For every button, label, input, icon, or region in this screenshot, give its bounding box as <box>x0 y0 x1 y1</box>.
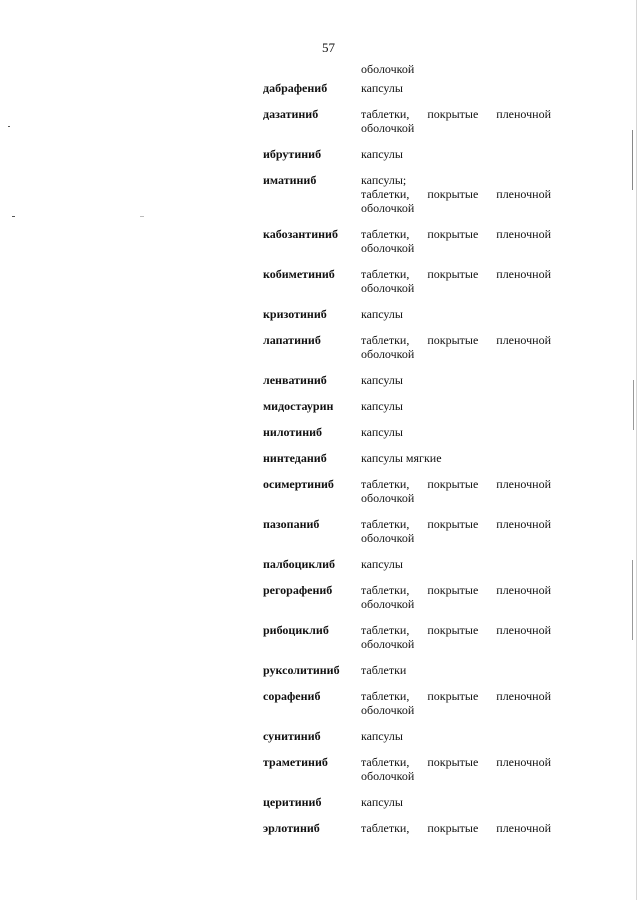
table-row <box>263 333 553 361</box>
dosage-form-line: оболочкой <box>361 637 415 651</box>
drug-name: траметиниб <box>263 755 328 769</box>
dosage-form-line: оболочкой <box>361 241 415 255</box>
dosage-form-line: оболочкой <box>361 491 415 505</box>
dosage-form <box>361 821 551 835</box>
drug-name: эрлотиниб <box>263 821 320 835</box>
drug-name: кобиметиниб <box>263 267 335 281</box>
table-row <box>263 821 553 835</box>
dosage-form <box>361 373 551 387</box>
table-row <box>263 173 553 215</box>
drug-table <box>263 81 553 835</box>
dosage-form-line: капсулы <box>361 147 403 161</box>
dosage-form <box>361 689 551 717</box>
drug-name: ленватиниб <box>263 373 327 387</box>
table-row <box>263 81 553 95</box>
table-row <box>263 227 553 255</box>
dosage-form-line: таблетки, покрытые пленочной <box>361 227 551 241</box>
dosage-form-line: таблетки, покрытые пленочной <box>361 623 551 637</box>
drug-name: нинтеданиб <box>263 451 327 465</box>
dosage-form <box>361 333 551 361</box>
table-row <box>263 795 553 809</box>
dosage-form-line: таблетки, покрытые пленочной <box>361 583 551 597</box>
table-row <box>263 147 553 161</box>
dosage-form-line: таблетки, покрытые пленочной <box>361 517 551 531</box>
dosage-form <box>361 227 551 255</box>
dosage-form-line: оболочкой <box>361 121 415 135</box>
dosage-form-line: оболочкой <box>361 769 415 783</box>
dosage-form-line: оболочкой <box>361 597 415 611</box>
table-row <box>263 373 553 387</box>
dosage-form-line: капсулы <box>361 399 403 413</box>
dosage-form-line: таблетки, покрытые пленочной <box>361 477 551 491</box>
dosage-form-line: капсулы <box>361 795 403 809</box>
dosage-form-line: таблетки <box>361 663 407 677</box>
dosage-form-line: таблетки, покрытые пленочной <box>361 755 551 769</box>
drug-name: церитиниб <box>263 795 322 809</box>
table-row <box>263 399 553 413</box>
dosage-form-line: капсулы <box>361 557 403 571</box>
drug-name: сунитиниб <box>263 729 321 743</box>
scan-mark <box>140 216 144 217</box>
dosage-form <box>361 557 551 571</box>
dosage-form <box>361 81 551 95</box>
page-number: 57 <box>322 40 335 55</box>
edge-mark <box>633 380 634 430</box>
dosage-form <box>361 755 551 783</box>
drug-name: кризотиниб <box>263 307 327 321</box>
table-row <box>263 307 553 321</box>
table-row <box>263 755 553 783</box>
dosage-form-line: оболочкой <box>361 281 415 295</box>
table-row <box>263 557 553 571</box>
dosage-form-line: таблетки, покрытые пленочной <box>361 821 551 835</box>
dosage-form-line: капсулы; <box>361 173 407 187</box>
scan-mark <box>12 216 15 217</box>
table-row <box>263 267 553 295</box>
drug-name: осимертиниб <box>263 477 334 491</box>
drug-name: дазатиниб <box>263 107 319 121</box>
drug-name: ибрутиниб <box>263 147 322 161</box>
drug-name: руксолитиниб <box>263 663 340 677</box>
table-row <box>263 663 553 677</box>
dosage-form-line: оболочкой <box>361 531 415 545</box>
drug-name: регорафениб <box>263 583 333 597</box>
dosage-form-line: капсулы <box>361 425 403 439</box>
table-row <box>263 451 553 465</box>
dosage-form-line: капсулы мягкие <box>361 451 442 465</box>
table-row <box>263 583 553 611</box>
drug-name: рибоциклиб <box>263 623 329 637</box>
dosage-form-line: оболочкой <box>361 201 415 215</box>
dosage-form <box>361 147 551 161</box>
edge-mark <box>636 0 637 900</box>
drug-name: палбоциклиб <box>263 557 335 571</box>
drug-name: пазопаниб <box>263 517 320 531</box>
dosage-form <box>361 477 551 505</box>
drug-name: мидостаурин <box>263 399 334 413</box>
dosage-form <box>361 399 551 413</box>
dosage-form <box>361 729 551 743</box>
scan-mark <box>8 126 10 127</box>
dosage-form-line: капсулы <box>361 373 403 387</box>
continued-form-text: оболочкой <box>361 62 415 76</box>
drug-name: нилотиниб <box>263 425 323 439</box>
dosage-form <box>361 795 551 809</box>
dosage-form-line: таблетки, покрытые пленочной <box>361 107 551 121</box>
drug-name: иматиниб <box>263 173 317 187</box>
drug-name: дабрафениб <box>263 81 328 95</box>
dosage-form <box>361 307 551 321</box>
dosage-form-line: оболочкой <box>361 703 415 717</box>
drug-name: сорафениб <box>263 689 321 703</box>
dosage-form <box>361 663 551 677</box>
table-row <box>263 425 553 439</box>
dosage-form-line: таблетки, покрытые пленочной <box>361 333 551 347</box>
dosage-form <box>361 583 551 611</box>
dosage-form-line: капсулы <box>361 729 403 743</box>
dosage-form-line: таблетки, покрытые пленочной <box>361 187 551 201</box>
dosage-form <box>361 267 551 295</box>
dosage-form <box>361 623 551 651</box>
drug-name: кабозантиниб <box>263 227 338 241</box>
dosage-form <box>361 107 551 135</box>
dosage-form-line: таблетки, покрытые пленочной <box>361 689 551 703</box>
table-row <box>263 623 553 651</box>
dosage-form-line: таблетки, покрытые пленочной <box>361 267 551 281</box>
dosage-form-line: капсулы <box>361 81 403 95</box>
table-row <box>263 517 553 545</box>
edge-mark <box>632 560 633 640</box>
dosage-form-line: капсулы <box>361 307 403 321</box>
table-row <box>263 689 553 717</box>
table-row <box>263 729 553 743</box>
dosage-form <box>361 451 551 465</box>
dosage-form-line: оболочкой <box>361 347 415 361</box>
edge-mark <box>632 130 633 190</box>
dosage-form <box>361 517 551 545</box>
table-row <box>263 107 553 135</box>
table-row <box>263 477 553 505</box>
drug-name: лапатиниб <box>263 333 321 347</box>
dosage-form <box>361 173 551 215</box>
dosage-form <box>361 425 551 439</box>
